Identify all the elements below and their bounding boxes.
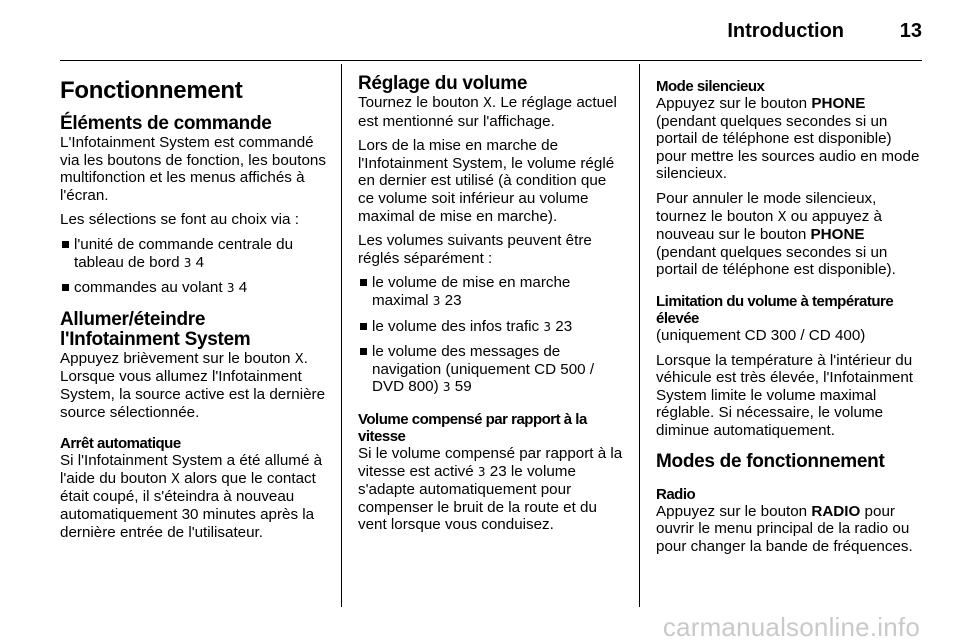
phone-button-label: PHONE bbox=[810, 226, 865, 244]
mute-paragraph: Appuyez sur le bouton PHONE (pendant quelques secondes si un portail de téléphone est disponible) pour mettre les sources audio en mode silencieux. bbox=[656, 95, 920, 183]
power-knob-icon: X bbox=[482, 96, 492, 111]
page-reference: 59 bbox=[454, 378, 472, 396]
power-knob-icon: X bbox=[777, 209, 787, 225]
temp-limit-paragraph: Lorsque la température à l'intérieur du véhicule est très élevée, l'Infotainment System limite le volume maximal réglable. Si nécessaire, le volume diminue automatiquement. bbox=[656, 351, 914, 439]
column-divider bbox=[639, 64, 640, 607]
reference-arrow-icon: 3 bbox=[226, 281, 235, 296]
auto-off-paragraph: Si l'Infotainment System a été allumé à l'aide du bouton X alors que le contact était coupé, il s'éteindra à nouveau automatiquement 30 minutes après la dernière entrée de l'utilisateur. bbox=[60, 452, 323, 541]
selection-list bbox=[60, 236, 328, 298]
power-paragraph: Appuyez brièvement sur le bouton X. Lorsque vous allumez l'Infotainment System, la source active est la dernière source sélectionnée. bbox=[60, 349, 326, 421]
reference-arrow-icon: 3 bbox=[543, 319, 552, 334]
startup-volume-paragraph: Lors de la mise en marche de l'Infotainment System, le volume réglé en dernier est utilisé (à condition que ce volume soit inférieur au volume maximal de mise en marche). bbox=[358, 137, 615, 225]
section-title-controls: Éléments de commande bbox=[60, 113, 272, 134]
column-left bbox=[60, 74, 328, 548]
section-title-power: Allumer/éteindre l'Infotainment System bbox=[60, 308, 251, 350]
watermark: carmanualsonline.info bbox=[662, 612, 920, 642]
subsection-title-speed-volume: Volume compensé par rapport à la vitesse bbox=[358, 410, 587, 445]
list-item: l'unité de commande centrale du tableau de bord 3 4 bbox=[60, 236, 328, 272]
phone-button-label: PHONE bbox=[811, 95, 866, 112]
reference-arrow-icon: 3 bbox=[477, 464, 486, 479]
column-right bbox=[656, 74, 926, 562]
subsection-title-temp-limit: Limitation du volume à température élevée bbox=[656, 292, 894, 327]
power-knob-icon: X bbox=[171, 471, 180, 487]
power-knob-icon: X bbox=[294, 351, 304, 367]
list-item: le volume des infos trafic 3 23 bbox=[358, 318, 626, 337]
column-middle bbox=[358, 74, 626, 541]
page-reference: 23 bbox=[444, 291, 462, 309]
volume-list bbox=[358, 274, 626, 397]
radio-button-label: RADIO bbox=[811, 502, 861, 520]
chapter-title: Fonctionnement bbox=[60, 77, 243, 104]
page-reference: 4 bbox=[238, 279, 248, 297]
temp-limit-models: (uniquement CD 300 / CD 400) bbox=[656, 326, 866, 344]
reference-arrow-icon: 3 bbox=[442, 380, 451, 395]
list-item: le volume de mise en marche maximal 3 23 bbox=[358, 274, 626, 310]
radio-paragraph: Appuyez sur le bouton RADIO pour ouvrir le menu principal de la radio ou pour changer la bande de fréquences. bbox=[656, 502, 913, 555]
page-number: 13 bbox=[899, 20, 922, 42]
page-header bbox=[60, 16, 922, 61]
subsection-title-radio: Radio bbox=[656, 485, 696, 503]
header-title: Introduction bbox=[727, 20, 844, 42]
page-reference: 23 bbox=[489, 462, 507, 480]
section-title-modes: Modes de fonctionnement bbox=[656, 450, 885, 472]
reference-arrow-icon: 3 bbox=[432, 293, 441, 308]
volume-paragraph: Tournez le bouton X. Le réglage actuel est mentionné sur l'affichage. bbox=[358, 94, 617, 130]
subsection-title-auto-off: Arrêt automatique bbox=[60, 435, 181, 453]
list-item: le volume des messages de navigation (uniquement CD 500 / DVD 800) 3 59 bbox=[358, 343, 626, 397]
list-item: commandes au volant 3 4 bbox=[60, 279, 328, 298]
column-divider bbox=[341, 64, 342, 607]
page-reference: 4 bbox=[195, 253, 205, 271]
reference-arrow-icon: 3 bbox=[183, 255, 192, 270]
unmute-paragraph: Pour annuler le mode silencieux, tournez le bouton X ou appuyez à nouveau sur le bouton PHONE (pendant quelques secondes si un portail de téléphone est disponible). bbox=[656, 189, 896, 279]
section-title-volume: Réglage du volume bbox=[358, 73, 528, 94]
subsection-title-mute: Mode silencieux bbox=[656, 78, 765, 95]
speed-volume-paragraph: Si le volume compensé par rapport à la vitesse est activé 3 23 le volume s'adapte automatiquement pour compenser le bruit de la route et du vent lorsque vous conduisez. bbox=[358, 444, 623, 534]
separate-volumes-paragraph: Les volumes suivants peuvent être réglés séparément : bbox=[358, 232, 592, 267]
selection-paragraph: Les sélections se font au choix via : bbox=[60, 211, 299, 229]
page-reference: 23 bbox=[555, 317, 573, 335]
controls-paragraph: L'Infotainment System est commandé via les boutons de fonction, les boutons multifonction et les menus affichés à l'écran. bbox=[60, 134, 326, 204]
